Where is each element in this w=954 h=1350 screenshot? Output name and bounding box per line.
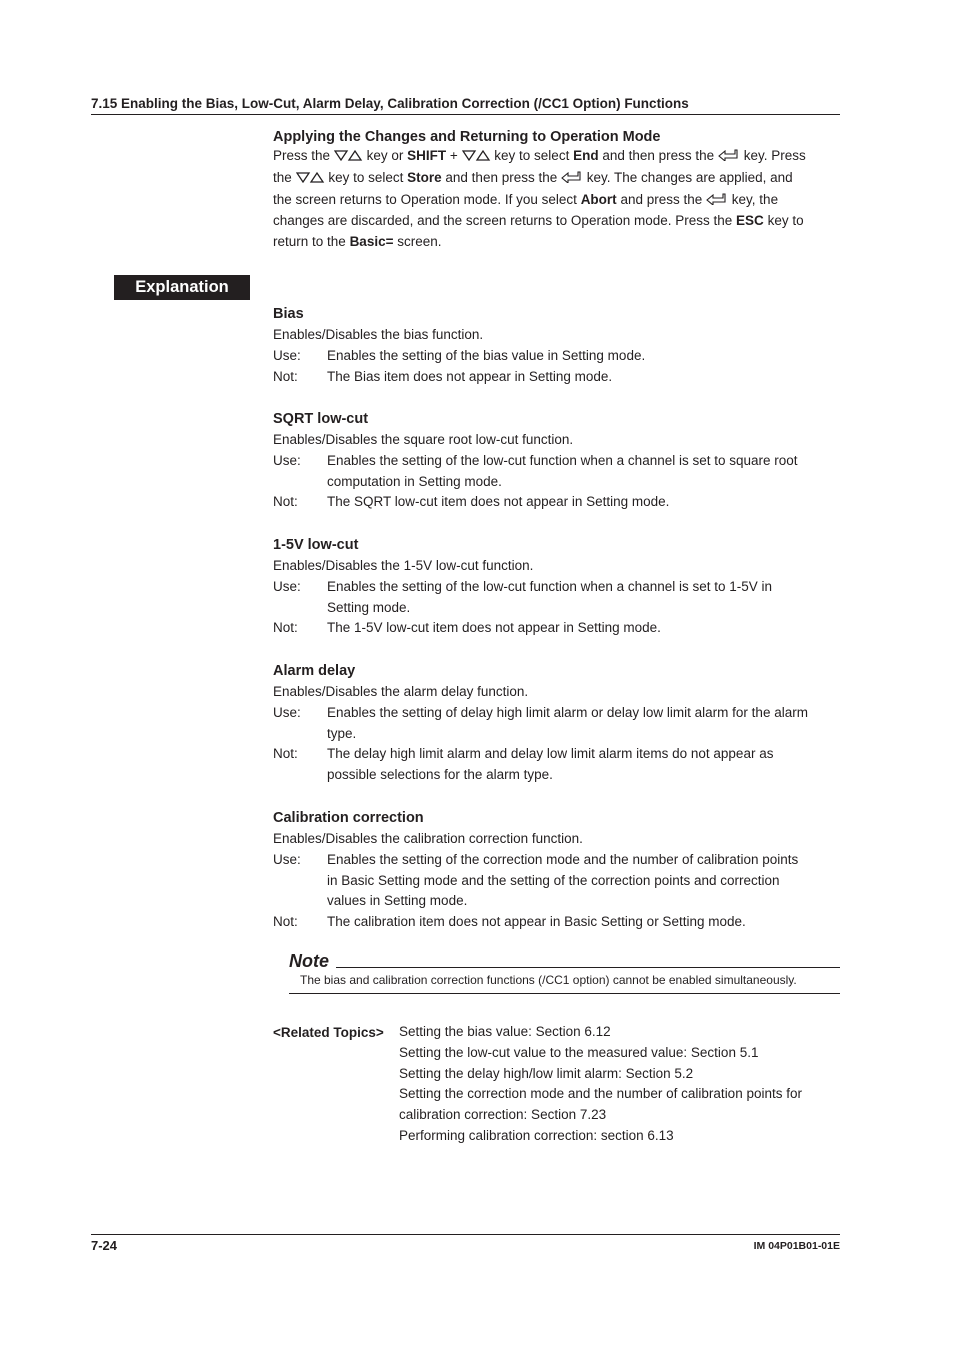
explanation-section: [273, 305, 848, 387]
related-topic-item: Setting the low-cut value to the measured value: Section 5.1: [399, 1044, 759, 1060]
section-heading: SQRT low-cut: [273, 411, 369, 427]
apply-line-2: the key to select Store and then press the key. The changes are applied, and: [273, 168, 843, 190]
not-item-line: [273, 492, 848, 513]
explanation-section: [273, 662, 848, 786]
use-item-text: Enables the setting of delay high limit alarm or delay low limit alarm for the alarm: [327, 704, 808, 720]
not-item-line: [273, 367, 848, 388]
use-item-label: Use:: [273, 347, 301, 363]
use-item-text: Enables the setting of the bias value in Setting mode.: [327, 347, 646, 363]
section-description: Enables/Disables the bias function.: [273, 327, 484, 342]
related-topic-item: Setting the correction mode and the number of calibration points for: [399, 1086, 802, 1102]
apply-line-1: Press the key or SHIFT + key to select End and then press the key. Press: [273, 146, 843, 168]
apply-line-5: return to the Basic= screen.: [273, 234, 442, 250]
page-header-title: 7.15 Enabling the Bias, Low-Cut, Alarm Delay, Calibration Correction (/CC1 Option) Functions: [91, 96, 689, 111]
section-heading: Bias: [273, 306, 304, 322]
section-description: Enables/Disables the calibration correction function.: [273, 831, 583, 846]
related-topic-item: Performing calibration correction: section 6.13: [399, 1127, 674, 1143]
apply-line-4: changes are discarded, and the screen returns to Operation mode. Press the ESC key to: [273, 213, 804, 229]
apply-heading: Applying the Changes and Returning to Operation Mode: [273, 129, 661, 145]
not-item-line: [273, 744, 848, 765]
page-number: 7-24: [91, 1238, 118, 1253]
use-item-line: [273, 598, 848, 619]
not-item-text: The SQRT low-cut item does not appear in Setting mode.: [327, 494, 670, 510]
related-topics-label: <Related Topics>: [273, 1025, 384, 1040]
use-item-line: [273, 724, 848, 745]
section-heading: Calibration correction: [273, 810, 424, 826]
note-text: The bias and calibration correction functions (/CC1 option) cannot be enabled simultaneously.: [300, 973, 797, 987]
section-heading: 1-5V low-cut: [273, 537, 359, 553]
footer-rule: [91, 1234, 840, 1235]
use-item-line: [273, 472, 848, 493]
note-top-rule: [336, 967, 840, 968]
down-up-arrow-keys-icon: [334, 147, 363, 168]
use-item-text: values in Setting mode.: [327, 893, 468, 909]
document-id: IM 04P01B01-01E: [753, 1240, 840, 1252]
use-item-text: Setting mode.: [327, 599, 411, 615]
not-item-label: Not:: [273, 914, 298, 930]
header-rule: [91, 114, 840, 115]
section-description: Enables/Disables the alarm delay function.: [273, 684, 529, 699]
section-description: Enables/Disables the 1-5V low-cut function.: [273, 558, 534, 573]
use-item-text: in Basic Setting mode and the setting of the correction points and correction: [327, 872, 780, 888]
not-item-text: The calibration item does not appear in Basic Setting or Setting mode.: [327, 914, 746, 930]
related-topic-item: calibration correction: Section 7.23: [399, 1107, 607, 1123]
use-item-label: Use:: [273, 578, 301, 594]
use-item-text: computation in Setting mode.: [327, 473, 502, 489]
related-topic-item: Setting the delay high/low limit alarm: Section 5.2: [399, 1065, 694, 1081]
not-item-line: [273, 912, 848, 933]
use-item-text: Enables the setting of the low-cut function when a channel is set to 1-5V in: [327, 578, 773, 594]
use-item-line: [273, 891, 848, 912]
not-item-text: The 1-5V low-cut item does not appear in Setting mode.: [327, 620, 661, 636]
section-description: Enables/Disables the square root low-cut function.: [273, 432, 574, 447]
use-item-text: Enables the setting of the low-cut function when a channel is set to square root: [327, 452, 798, 468]
not-item-text: possible selections for the alarm type.: [327, 767, 553, 783]
use-item-label: Use:: [273, 452, 301, 468]
enter-key-icon: [718, 147, 740, 168]
not-item-label: Not:: [273, 368, 298, 384]
explanation-section: [273, 536, 848, 639]
not-item-text: The Bias item does not appear in Setting mode.: [327, 368, 613, 384]
down-up-arrow-keys-icon: [462, 147, 491, 168]
not-item-label: Not:: [273, 620, 298, 636]
enter-key-icon: [561, 169, 583, 190]
not-item-line: [273, 618, 848, 639]
apply-line-3: the screen returns to Operation mode. If you select Abort and press the key, the: [273, 190, 843, 212]
explanation-section: [273, 809, 848, 933]
apply-paragraph: [273, 146, 843, 253]
use-item-line: [273, 850, 848, 871]
not-item-line: [273, 765, 848, 786]
not-item-text: The delay high limit alarm and delay low limit alarm items do not appear as: [327, 746, 774, 762]
note-bottom-rule: [289, 993, 840, 994]
not-item-label: Not:: [273, 746, 298, 762]
use-item-line: [273, 451, 848, 472]
explanation-label: Explanation: [114, 275, 250, 300]
explanation-section: [273, 410, 848, 513]
use-item-label: Use:: [273, 851, 301, 867]
use-item-text: type.: [327, 725, 357, 741]
section-heading: Alarm delay: [273, 663, 356, 679]
use-item-line: [273, 346, 848, 367]
not-item-label: Not:: [273, 494, 298, 510]
use-item-label: Use:: [273, 704, 301, 720]
related-topics-list: [399, 1022, 844, 1147]
use-item-text: Enables the setting of the correction mode and the number of calibration points: [327, 851, 799, 867]
down-up-arrow-keys-icon: [296, 169, 325, 190]
related-topic-item: Setting the bias value: Section 6.12: [399, 1024, 611, 1039]
use-item-line: [273, 577, 848, 598]
use-item-line: [273, 871, 848, 892]
enter-key-icon: [706, 191, 728, 212]
use-item-line: [273, 703, 848, 724]
note-label: Note: [289, 951, 329, 971]
